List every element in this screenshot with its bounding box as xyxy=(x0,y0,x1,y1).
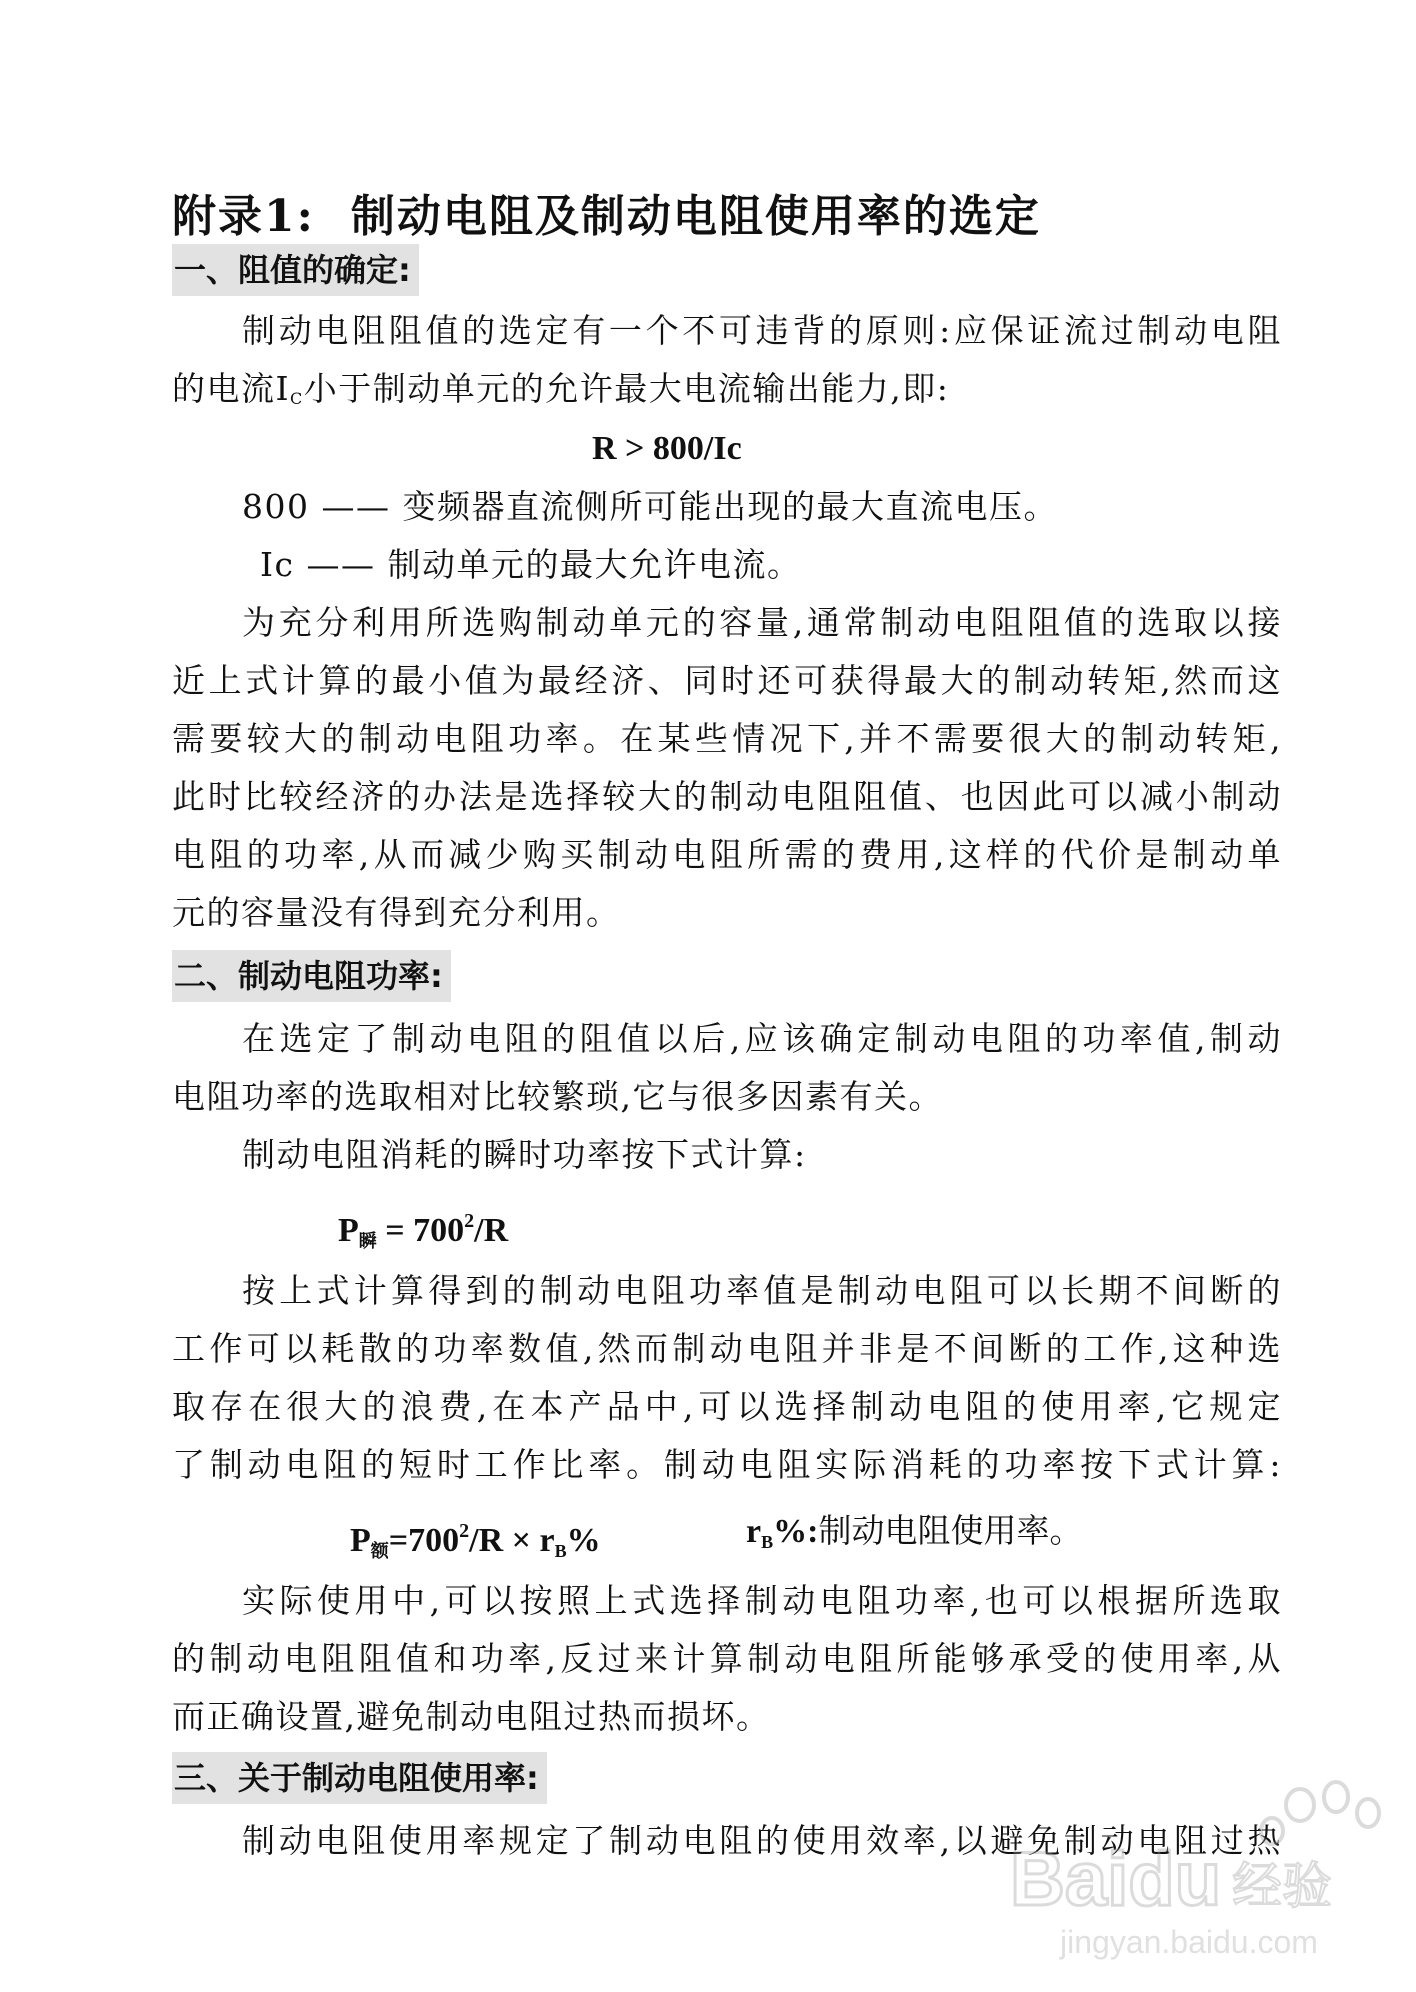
paragraph-line: 按上式计算得到的制动电阻功率值是制动电阻可以长期不间断的 xyxy=(242,1271,1282,1310)
paragraph-line: 的制动电阻阻值和功率,反过来计算制动电阻所能够承受的使用率,从 xyxy=(172,1639,1282,1678)
watermark-url: jingyan.baidu.com xyxy=(1060,1924,1318,1960)
page-title xyxy=(172,180,1041,244)
title-text: 制动电阻及制动电阻使用率的选定 xyxy=(350,191,1041,242)
section-heading-2: 二、制动电阻功率: xyxy=(172,950,451,1002)
paragraph-line: 制动电阻消耗的瞬时功率按下式计算: xyxy=(242,1135,807,1174)
paragraph-line: 取存在很大的浪费,在本产品中,可以选择制动电阻的使用率,它规定 xyxy=(172,1387,1282,1426)
paragraph-line: 近上式计算的最小值为最经济、同时还可获得最大的制动转矩,然而这 xyxy=(172,661,1282,700)
formula-rated-power: $P_额=700^2/R \times r_B\%$ xyxy=(350,1520,601,1561)
paragraph-line: 制动电阻阻值的选定有一个不可违背的原则:应保证流过制动电阻 xyxy=(242,311,1282,350)
formula-resistance: R > 800/Ic xyxy=(592,430,742,467)
definition-800: 800 —— 变频器直流侧所可能出现的最大直流电压。 xyxy=(242,487,1058,526)
paragraph-line: 工作可以耗散的功率数值,然而制动电阻并非是不间断的工作,这种选 xyxy=(172,1329,1282,1368)
section-heading-3: 三、关于制动电阻使用率: xyxy=(172,1752,547,1804)
paragraph-line: 制动电阻使用率规定了制动电阻的使用效率,以避免制动电阻过热 xyxy=(242,1821,1282,1860)
section-heading-1: 一、阻值的确定: xyxy=(172,244,419,296)
paragraph-line: 电阻的功率,从而减少购买制动电阻所需的费用,这样的代价是制动单 xyxy=(172,835,1282,874)
watermark-brand: Baidu xyxy=(1010,1837,1222,1922)
title-prefix: 附录1: xyxy=(172,191,315,242)
watermark-brand-cn: 经验 xyxy=(1232,1857,1332,1915)
formula-usage-rate-definition: $r_B\%$:制动电阻使用率。 xyxy=(746,1511,1083,1552)
paragraph-line: 需要较大的制动电阻功率。在某些情况下,并不需要很大的制动转矩, xyxy=(172,719,1282,758)
paragraph-line: 的电流IC小于制动单元的允许最大电流输出能力,即: xyxy=(172,369,950,408)
definition-ic: Ic —— 制动单元的最大允许电流。 xyxy=(260,545,802,584)
paragraph-line: 了制动电阻的短时工作比率。制动电阻实际消耗的功率按下式计算: xyxy=(172,1445,1282,1484)
paragraph-line: 而正确设置,避免制动电阻过热而损坏。 xyxy=(172,1697,771,1736)
paragraph-line: 电阻功率的选取相对比较繁琐,它与很多因素有关。 xyxy=(172,1077,943,1116)
paragraph-line: 此时比较经济的办法是选择较大的制动电阻阻值、也因此可以减小制动 xyxy=(172,777,1282,816)
paragraph-line: 实际使用中,可以按照上式选择制动电阻功率,也可以根据所选取 xyxy=(242,1581,1282,1620)
formula-instant-power: $P_瞬 = 700^2/R$ xyxy=(338,1210,509,1251)
paragraph-line: 为充分利用所选购制动单元的容量,通常制动电阻阻值的选取以接 xyxy=(242,603,1282,642)
paragraph-line: 在选定了制动电阻的阻值以后,应该确定制动电阻的功率值,制动 xyxy=(242,1019,1282,1058)
paragraph-line: 元的容量没有得到充分利用。 xyxy=(172,893,621,932)
